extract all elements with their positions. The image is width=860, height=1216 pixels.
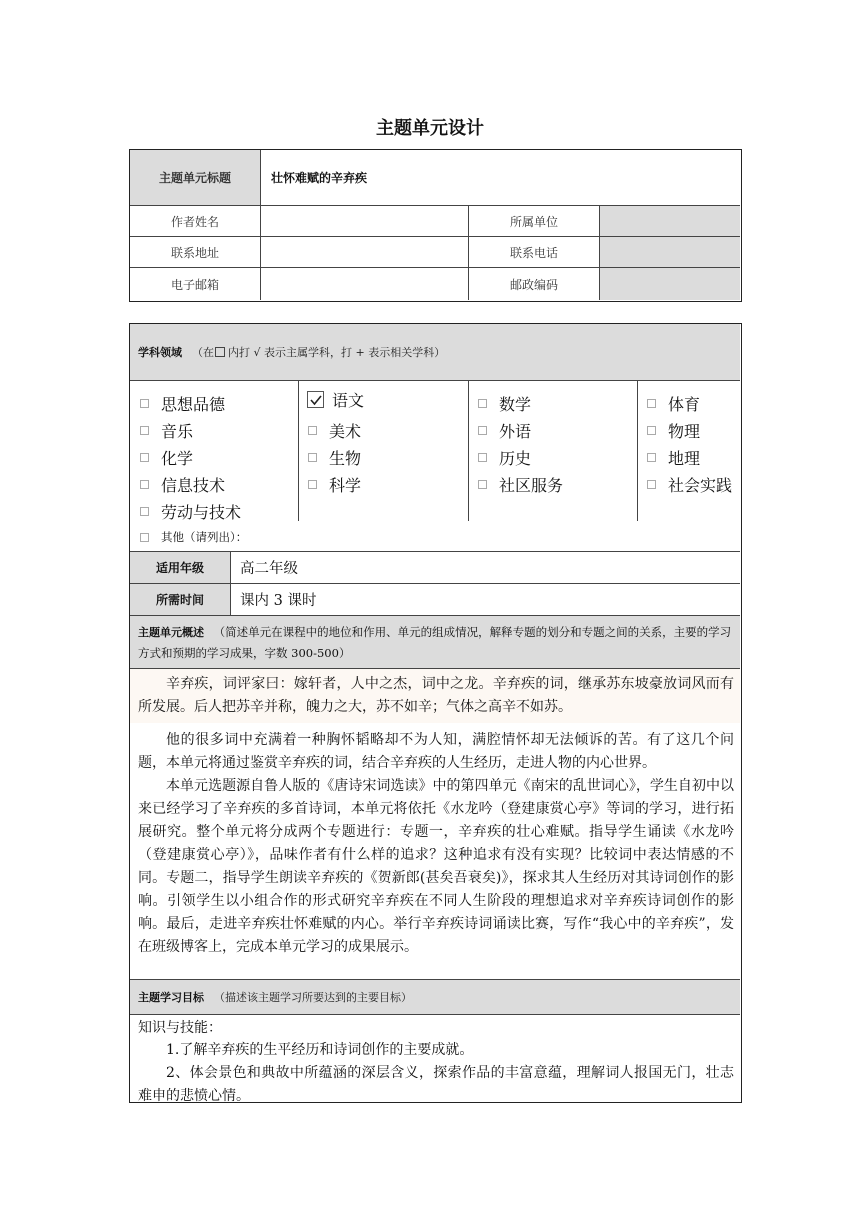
author-label: 作者姓名 bbox=[130, 206, 261, 237]
subject-name: 信息技术 bbox=[161, 476, 226, 495]
document-title: 主题单元设计 bbox=[376, 118, 484, 139]
checkbox-icon bbox=[140, 399, 149, 408]
subject-checkbox-wuli[interactable] bbox=[647, 419, 700, 442]
hint-box-icon bbox=[215, 347, 225, 357]
subject-checkbox-laodong[interactable] bbox=[140, 500, 241, 523]
checkbox-icon bbox=[308, 480, 317, 489]
checkbox-icon bbox=[140, 533, 149, 542]
subject-name: 生物 bbox=[329, 449, 362, 468]
design-table bbox=[129, 323, 742, 1103]
subject-name: 社区服务 bbox=[499, 476, 564, 495]
subject-checkbox-tiyu[interactable] bbox=[647, 392, 700, 415]
subject-checkbox-dili[interactable] bbox=[647, 446, 700, 469]
subject-checkbox-sixiang[interactable] bbox=[140, 392, 225, 415]
subject-checkbox-kexue[interactable] bbox=[308, 473, 361, 496]
author-value[interactable] bbox=[261, 206, 469, 237]
goals-header bbox=[130, 980, 740, 1015]
subject-label: 学科领域 bbox=[138, 346, 182, 359]
overview-body bbox=[130, 669, 740, 980]
checkbox-icon bbox=[478, 453, 487, 462]
goals-body bbox=[130, 1015, 740, 1104]
column-divider bbox=[637, 381, 638, 521]
subject-checkbox-other[interactable] bbox=[140, 529, 247, 545]
subject-name: 地理 bbox=[668, 449, 701, 468]
subject-name: 劳动与技术 bbox=[161, 503, 242, 522]
overview-label: 主题单元概述 bbox=[138, 626, 204, 639]
column-divider bbox=[468, 381, 469, 521]
subject-name: 思想品德 bbox=[161, 395, 226, 414]
subject-checkbox-shequ[interactable] bbox=[478, 473, 563, 496]
subject-name: 体育 bbox=[668, 395, 701, 414]
address-label: 联系地址 bbox=[130, 237, 261, 268]
overview-paragraph-3: 本单元选题源自鲁人版的《唐诗宋词选读》中的第四单元《南宋的乱世词心》，学生自初中以来已经学习了辛弃疾的多首诗词，本单元将依托《水龙吟（登建康赏心亭》等词的学习，进行拓展研究。整个单元将分成两个专题进行：专题一，辛弃疾的壮心难赋。指导学生诵读《水龙吟（登建康赏心亭）》，品味作者有什么样的追求？这种追求有没有实现？比较词中表达情感的不同。专题二，指导学生朗读辛弃疾的《贺新郎(甚矣吾衰矣)》，探求其人生经历对其诗词创作的影响。引领学生以小组合作的形式研究辛弃疾在不同人生阶段的理想追求对辛弃疾诗词创作的影响。最后，走进辛弃疾壮怀难赋的内心。举行辛弃疾诗词诵读比赛，写作“我心中的辛弃疾”，发在班级博客上，完成本单元学习的成果展示。 bbox=[138, 778, 734, 955]
other-subjects-row bbox=[130, 521, 740, 552]
subject-checkbox-meishu[interactable] bbox=[308, 419, 361, 442]
subject-hint-post: 内打 √ 表示主属学科，打 + 表示相关学科） bbox=[228, 346, 446, 359]
phone-value[interactable] bbox=[600, 237, 740, 268]
other-label: 其他（请列出）： bbox=[161, 530, 248, 544]
subject-name: 科学 bbox=[329, 476, 362, 495]
subject-checkbox-waiyu[interactable] bbox=[478, 419, 531, 442]
phone-label: 联系电话 bbox=[469, 237, 600, 268]
subject-header bbox=[130, 324, 740, 381]
checkbox-icon bbox=[308, 426, 317, 435]
subject-checkbox-shengwu[interactable] bbox=[308, 446, 361, 469]
goals-hint: （描述该主题学习所要达到的主要目标） bbox=[214, 991, 412, 1004]
postcode-value[interactable] bbox=[600, 268, 740, 300]
unit-org-value[interactable] bbox=[600, 206, 740, 237]
checkbox-icon bbox=[647, 426, 656, 435]
checkbox-icon bbox=[308, 453, 317, 462]
checkbox-checked-icon bbox=[307, 391, 324, 408]
info-table bbox=[129, 149, 742, 302]
grade-row bbox=[130, 552, 740, 584]
subject-checkbox-huaxue[interactable] bbox=[140, 446, 193, 469]
subject-checkbox-yinyue[interactable] bbox=[140, 419, 193, 442]
unit-title-value: 壮怀难赋的辛弃疾 bbox=[261, 150, 740, 206]
grade-value: 高二年级 bbox=[240, 561, 298, 577]
goals-heading: 知识与技能： bbox=[138, 1020, 222, 1036]
subject-checkbox-yuwen[interactable] bbox=[307, 388, 364, 411]
checkbox-icon bbox=[140, 453, 149, 462]
checkbox-icon bbox=[140, 480, 149, 489]
subject-checkbox-xinxi[interactable] bbox=[140, 473, 225, 496]
checkbox-icon bbox=[140, 507, 149, 516]
time-label: 所需时间 bbox=[130, 584, 231, 615]
subject-name: 语文 bbox=[332, 391, 365, 410]
time-row bbox=[130, 584, 740, 616]
overview-hint: （简述单元在课程中的地位和作用、单元的组成情况，解释专题的划分和专题之间的关系，主要的学习方式和预期的学习成果，字数 300-500） bbox=[138, 625, 732, 660]
checkbox-icon bbox=[647, 399, 656, 408]
postcode-label: 邮政编码 bbox=[469, 268, 600, 300]
subject-checkbox-lishi[interactable] bbox=[478, 446, 531, 469]
column-divider bbox=[298, 381, 299, 521]
overview-paragraph-1: 辛弃疾，词评家曰：嫁轩者，人中之杰，词中之龙。辛弃疾的词，继承苏东坡豪放词风而有所发展。后人把苏辛并称，魄力之大，苏不如辛；气体之高辛不如苏。 bbox=[130, 669, 740, 723]
time-value: 课内 3 课时 bbox=[240, 593, 317, 609]
subject-checkbox-shuxue[interactable] bbox=[478, 392, 531, 415]
checkbox-icon bbox=[478, 426, 487, 435]
overview-paragraph-2: 他的很多词中充满着一种胸怀韬略却不为人知，满腔情怀却无法倾诉的苦。有了这几个问题，本单元将通过鉴赏辛弃疾的词，结合辛弃疾的人生经历，走进人物的内心世界。 bbox=[138, 732, 734, 771]
checkbox-icon bbox=[140, 426, 149, 435]
subject-hint-pre: （在 bbox=[192, 346, 214, 359]
checkbox-icon bbox=[647, 480, 656, 489]
subject-name: 数学 bbox=[499, 395, 532, 414]
checkbox-icon bbox=[478, 399, 487, 408]
subject-checkbox-shehui[interactable] bbox=[647, 473, 732, 496]
unit-org-label: 所属单位 bbox=[469, 206, 600, 237]
address-value[interactable] bbox=[261, 237, 469, 268]
subject-name: 化学 bbox=[161, 449, 194, 468]
checkbox-icon bbox=[647, 453, 656, 462]
subject-name: 音乐 bbox=[161, 422, 194, 441]
overview-header bbox=[130, 616, 740, 669]
goal-item-2: 2、体会景色和典故中所蕴涵的深层含义，探索作品的丰富意蕴，理解词人报国无门，壮志难申的悲愤心情。 bbox=[138, 1065, 734, 1104]
goals-label: 主题学习目标 bbox=[138, 991, 204, 1004]
goal-item-1: 1.了解辛弃疾的生平经历和诗词创作的主要成就。 bbox=[166, 1042, 474, 1058]
grade-label: 适用年级 bbox=[130, 552, 231, 583]
subject-name: 历史 bbox=[499, 449, 532, 468]
email-label: 电子邮箱 bbox=[130, 268, 261, 300]
subject-name: 社会实践 bbox=[668, 476, 733, 495]
unit-title-label: 主题单元标题 bbox=[130, 150, 261, 206]
checkbox-icon bbox=[478, 480, 487, 489]
subject-name: 物理 bbox=[668, 422, 701, 441]
subject-name: 外语 bbox=[499, 422, 532, 441]
subject-name: 美术 bbox=[329, 422, 362, 441]
email-value[interactable] bbox=[261, 268, 469, 300]
